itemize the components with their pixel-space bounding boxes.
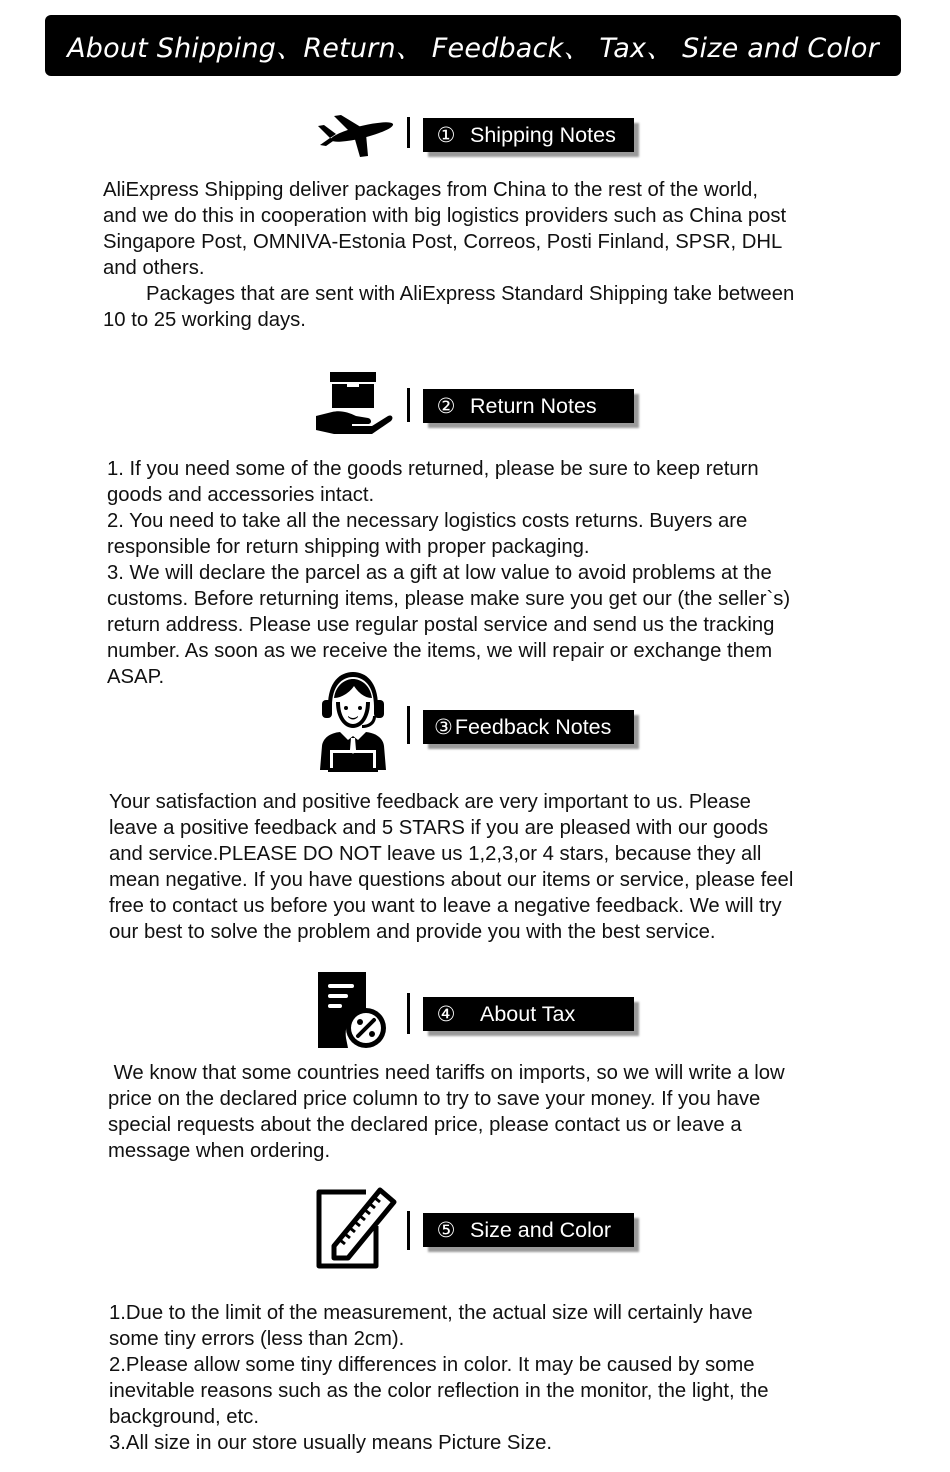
- text-line: goods and accessories intact.: [107, 484, 375, 506]
- section-title: Size and Color: [470, 1217, 612, 1242]
- section-number: ④: [436, 1002, 456, 1026]
- text-line: Your satisfaction and positive feedback are very important to us. Please: [109, 791, 751, 813]
- text-line: number. As soon as we receive the items, we will repair or exchange them: [107, 640, 773, 662]
- tax-text: [108, 1060, 857, 1164]
- text-line: 3.All size in our store usually means Picture Size.: [109, 1432, 552, 1454]
- section-label-size: [423, 1213, 634, 1247]
- section-title: About Tax: [480, 1001, 576, 1026]
- section-number: ③: [434, 715, 453, 739]
- section-label-return: [423, 389, 634, 423]
- section-number: ②: [436, 394, 456, 418]
- text-line: 2.Please allow some tiny differences in color. It may be caused by some: [109, 1354, 755, 1376]
- return-text: [107, 456, 856, 690]
- divider-bar: [407, 388, 410, 422]
- text-line: responsible for return shipping with proper packaging.: [107, 536, 590, 558]
- shipping-text: [103, 177, 863, 333]
- text-line: 10 to 25 working days.: [103, 309, 306, 331]
- section-title: Return Notes: [470, 393, 597, 418]
- customer-service-icon: [318, 670, 388, 776]
- text-line: and we do this in cooperation with big logistics providers such as China post: [103, 205, 787, 227]
- text-line: and others.: [103, 257, 205, 279]
- text-line: free to contact us before you want to leave a negative feedback. We will try: [109, 895, 782, 917]
- divider-bar: [407, 993, 410, 1034]
- section-label-tax: [423, 997, 634, 1031]
- divider-bar: [407, 706, 410, 744]
- text-line: 1.Due to the limit of the measurement, the actual size will certainly have: [109, 1302, 753, 1324]
- text-line: inevitable reasons such as the color reflection in the monitor, the light, the: [109, 1380, 769, 1402]
- text-line: We know that some countries need tariffs on imports, so we will write a low: [108, 1062, 785, 1084]
- text-line: 1. If you need some of the goods returned, please be sure to keep return: [107, 458, 759, 480]
- text-line: mean negative. If you have questions about our items or service, please feel: [109, 869, 794, 891]
- text-line: and service.PLEASE DO NOT leave us 1,2,3,or 4 stars, because they all: [109, 843, 762, 865]
- text-line: return address. Please use regular postal service and send us the tracking: [107, 614, 775, 636]
- divider-bar: [407, 1211, 410, 1250]
- section-title: Shipping Notes: [470, 122, 616, 147]
- text-line: 3. We will declare the parcel as a gift at low value to avoid problems at the: [107, 562, 772, 584]
- text-line: Packages that are sent with AliExpress Standard Shipping take between: [146, 283, 795, 305]
- section-title: Feedback Notes: [454, 714, 612, 739]
- divider-bar: [407, 117, 410, 148]
- banner-title: About Shipping、Return、 Feedback、 Tax、 Size and Color: [67, 33, 879, 64]
- section-number: ①: [436, 123, 456, 147]
- box-on-hand-icon: [314, 370, 394, 438]
- airplane-icon: [314, 112, 398, 162]
- header-banner: [45, 15, 901, 76]
- text-line: some tiny errors (less than 2cm).: [109, 1328, 405, 1350]
- text-line: message when ordering.: [108, 1140, 331, 1162]
- text-line: 2. You need to take all the necessary logistics costs returns. Buyers are: [107, 510, 748, 532]
- text-line: Singapore Post, OMNIVA-Estonia Post, Correos, Posti Finland, SPSR, DHL: [103, 231, 783, 253]
- text-line: price on the declared price column to try to save your money. If you have: [108, 1088, 761, 1110]
- text-line: ASAP.: [107, 666, 165, 688]
- ruler-pencil-icon: [314, 1186, 398, 1270]
- feedback-text: [109, 789, 858, 945]
- size-text: [109, 1300, 857, 1456]
- text-line: leave a positive feedback and 5 STARS if you are pleased with our goods: [109, 817, 769, 839]
- text-line: customs. Before returning items, please make sure you get our (the seller`s): [107, 588, 791, 610]
- text-line: our best to solve the problem and provide you with the best service.: [109, 921, 716, 943]
- section-label-feedback: [423, 710, 634, 744]
- section-number: ⑤: [436, 1218, 456, 1242]
- tax-document-icon: [316, 970, 388, 1050]
- section-label-shipping: [423, 118, 634, 152]
- text-line: AliExpress Shipping deliver packages from China to the rest of the world,: [103, 179, 758, 201]
- text-line: background, etc.: [109, 1406, 259, 1428]
- text-line: special requests about the declared price, please contact us or leave a: [108, 1114, 742, 1136]
